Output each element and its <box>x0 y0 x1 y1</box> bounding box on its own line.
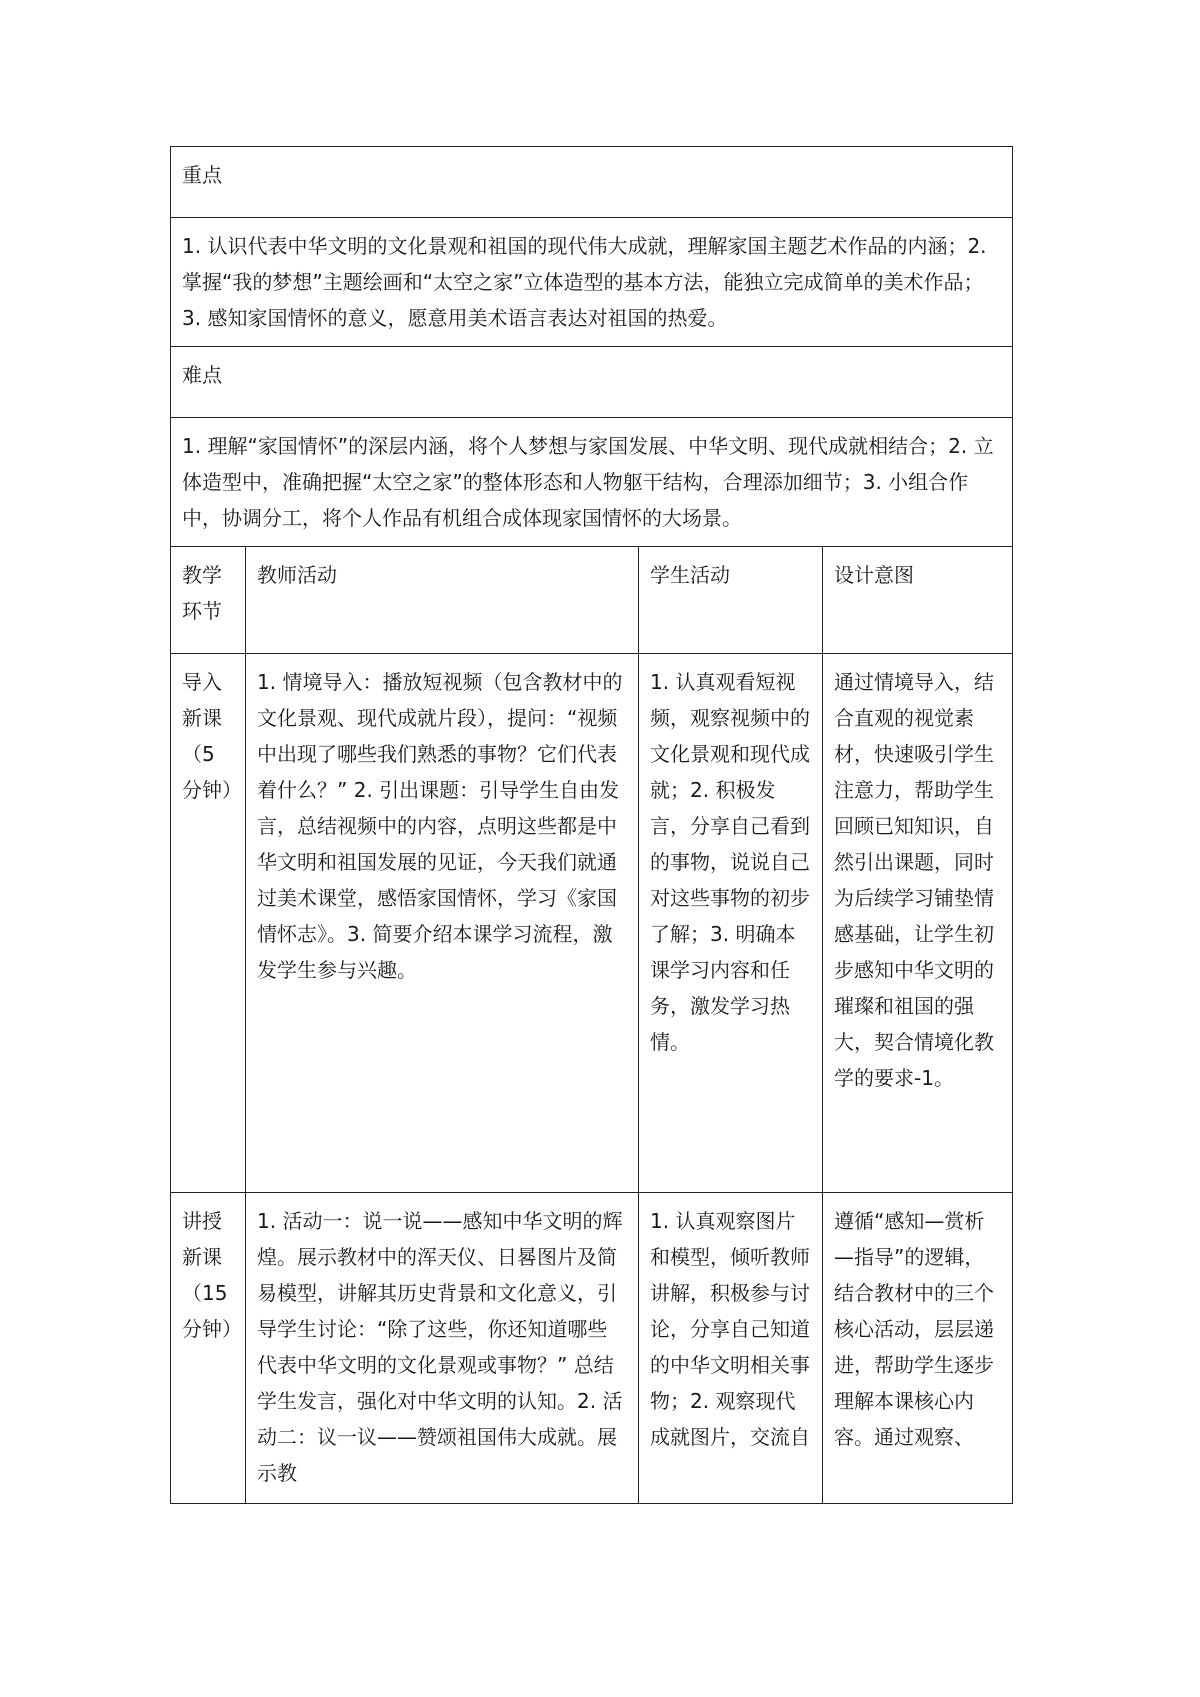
stage-cell: 导入新课（5分钟） <box>171 654 246 1193</box>
key-points-heading-row <box>171 147 1013 218</box>
stage-text: 讲授新课（15分钟） <box>182 1209 242 1341</box>
difficult-points-heading-row <box>171 347 1013 418</box>
column-header-intent: 设计意图 <box>823 547 1013 654</box>
key-points-content-row <box>171 218 1013 347</box>
design-intent-cell: 通过情境导入，结合直观的视觉素材，快速吸引学生注意力，帮助学生回顾已知知识，自然引出课题，同时为后续学习铺垫情感基础，让学生初步感知中华文明的璀璨和祖国的强大，契合情境化教学的要求-1。 <box>823 654 1013 1193</box>
stage-cell <box>171 1193 246 1504</box>
difficult-points-content-row <box>171 418 1013 547</box>
design-intent-cell <box>823 1193 1013 1504</box>
column-header-row <box>171 547 1013 654</box>
design-intent-text: 遵循“感知—赏析—指导”的逻辑，结合教材中的三个核心活动，层层递进，帮助学生逐步理解本课核心内容。通过观察、 <box>834 1209 994 1449</box>
student-activity-text: 1. 认真观察图片和模型，倾听教师讲解，积极参与讨论，分享自己知道的中华文明相关事物；2. 观察现代成就图片，交流自 <box>650 1209 810 1449</box>
table-row <box>171 654 1013 1193</box>
student-activity-cell <box>639 1193 823 1504</box>
teacher-activity-cell: 1. 情境导入：播放短视频（包含教材中的文化景观、现代成就片段），提问：“视频中出现了哪些我们熟悉的事物？它们代表着什么？” 2. 引出课题：引导学生自由发言，总结视频中的内容，点明这些都是中华文明和祖国发展的见证，今天我们就通过美术课堂，感悟家国情怀，学习《家国情怀志》。3. 简要介绍本课学习流程，激发学生参与兴趣。 <box>246 654 639 1193</box>
difficult-points-content: 1. 理解“家国情怀”的深层内涵，将个人梦想与家国发展、中华文明、现代成就相结合；2. 立体造型中，准确把握“太空之家”的整体形态和人物躯干结构，合理添加细节；3. 小组合作中，协调分工，将个人作品有机组合成体现家国情怀的大场景。 <box>171 418 1013 547</box>
difficult-points-heading: 难点 <box>171 347 1013 418</box>
teacher-activity-cell <box>246 1193 639 1504</box>
key-points-heading: 重点 <box>171 147 1013 218</box>
column-header-stage: 教学环节 <box>171 547 246 654</box>
key-points-content: 1. 认识代表中华文明的文化景观和祖国的现代伟大成就，理解家国主题艺术作品的内涵；2. 掌握“我的梦想”主题绘画和“太空之家”立体造型的基本方法，能独立完成简单的美术作品；3. 感知家国情怀的意义，愿意用美术语言表达对祖国的热爱。 <box>171 218 1013 347</box>
lesson-plan-table <box>170 146 1013 1504</box>
column-header-student: 学生活动 <box>639 547 823 654</box>
student-activity-cell: 1. 认真观看短视频，观察视频中的文化景观和现代成就；2. 积极发言，分享自己看到的事物，说说自己对这些事物的初步了解；3. 明确本课学习内容和任务，激发学习热情。 <box>639 654 823 1193</box>
teacher-activity-text: 1. 活动一：说一说——感知中华文明的辉煌。展示教材中的浑天仪、日晷图片及简易模型，讲解其历史背景和文化意义，引导学生讨论：“除了这些，你还知道哪些代表中华文明的文化景观或事物？” 总结学生发言，强化对中华文明的认知。2. 活动二：议一议——赞颂祖国伟大成就。展示教 <box>257 1209 623 1485</box>
table-row <box>171 1193 1013 1504</box>
column-header-teacher: 教师活动 <box>246 547 639 654</box>
